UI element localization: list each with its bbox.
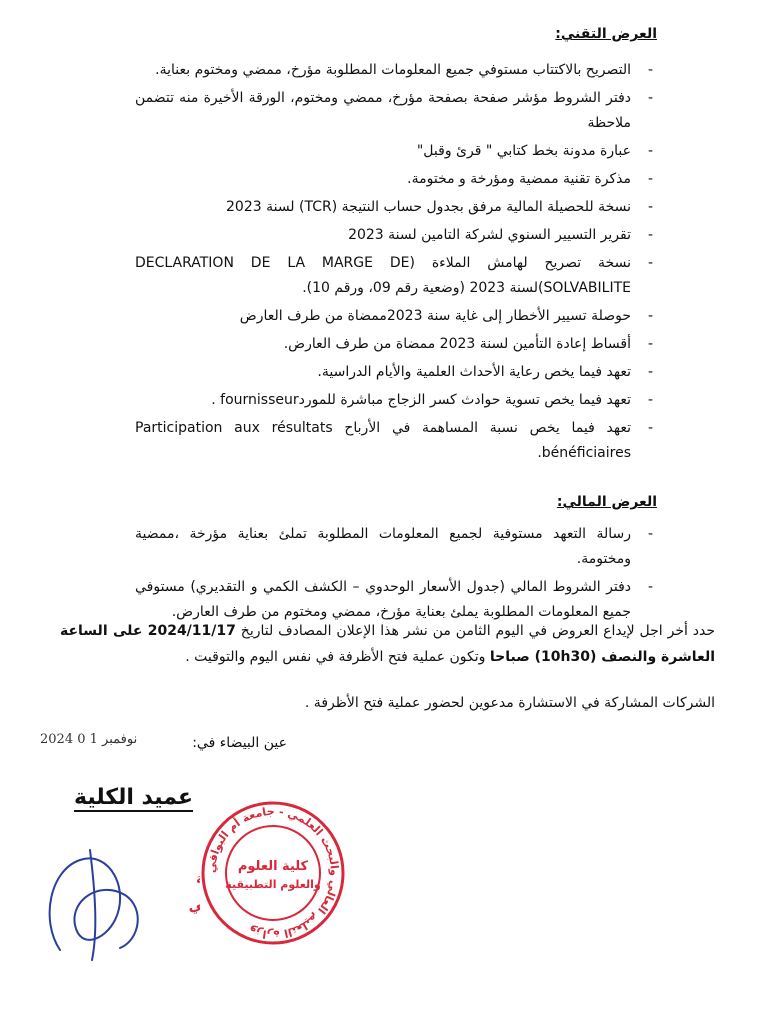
list-item: - تعهد فيما يخص رعاية الأحداث العلمية والأيام الدراسية. — [135, 360, 655, 385]
list-item: - تقرير التسيير السنوي لشركة التامين لسنة 2023 — [135, 223, 655, 248]
deadline-text-end: وتكون عملية فتح الأظرفة في نفس اليوم والتوقيت . — [185, 649, 490, 665]
list-item: - مذكرة تقنية ممضية ومؤرخة و مختومة. — [135, 167, 655, 192]
signature-stamp-line2: شرقي — [185, 887, 200, 916]
signature-stamp-line1: التطبيقية — [194, 860, 200, 888]
list-item: - تعهد فيما يخص نسبة المساهمة في الأرباح Participation aux résultats bénéficiaires. — [135, 416, 655, 466]
signature-ink-icon — [50, 850, 138, 960]
technical-offer-list — [135, 58, 655, 469]
official-stamp — [200, 800, 346, 950]
stamp-inner-line2: والعلوم التطبيقية — [225, 878, 321, 891]
deadline-date: 2024/11/17 على الساعة العاشرة والنصف (10h30) صباحا — [60, 623, 715, 665]
list-item: - دفتر الشروط مؤشر صفحة بصفحة مؤرخ، ممضي ومختوم، الورقة الأخيرة منه تتضمن ملاحظة — [135, 86, 655, 136]
list-item: - التصريح بالاكتتاب مستوفي جميع المعلومات المطلوبة مؤرخ، ممضي ومختوم بعناية. — [135, 58, 655, 83]
dean-title: عميد الكلية — [74, 785, 194, 810]
stamp-graphic — [200, 800, 346, 946]
invitation-text: الشركات المشاركة في الاستشارة مدعوين لحضور عملية فتح الأظرفة . — [304, 695, 715, 711]
dean-signature — [20, 830, 200, 974]
financial-offer-heading: العرض المالي: — [556, 494, 657, 510]
handwritten-date: 2024 نوفمبر 1 0 — [40, 732, 138, 747]
technical-offer-heading: العرض التقني: — [555, 26, 657, 42]
financial-offer-list — [135, 522, 655, 628]
list-item: - تعهد فيما يخص تسوية حوادث كسر الزجاج مباشرة للموردfournisseur . — [135, 388, 655, 413]
place-label: عين البيضاء في: — [192, 735, 287, 751]
list-item: - نسخة للحصيلة المالية مرفق بجدول حساب النتيجة (TCR) لسنة 2023 — [135, 195, 655, 220]
stamp-inner-line1: كلية العلوم — [237, 859, 309, 874]
deadline-text: حدد أخر اجل لإيداع العروض في اليوم الثامن من نشر هذا الإعلان المصادف لتاريخ — [235, 623, 715, 639]
signature-graphic — [20, 830, 200, 970]
list-item: - رسالة التعهد مستوفية لجميع المعلومات المطلوبة تملئ بعناية مؤرخة ،ممضية ومختومة. — [135, 522, 655, 572]
deadline-paragraph — [60, 618, 715, 670]
list-item: - حوصلة تسيير الأخطار إلى غاية سنة 2023ممضاة من طرف العارض — [135, 304, 655, 329]
list-item: - أقساط إعادة التأمين لسنة 2023 ممضاة من طرف العارض. — [135, 332, 655, 357]
list-item: - دفتر الشروط المالي (جدول الأسعار الوحدوي – الكشف الكمي و التقديري) مستوفي جميع المعلومات المطلوبة يملئ بعناية مؤرخ، ممضي ومختوم من طرف العارض. — [135, 575, 655, 625]
list-item: - نسخة تصريح لهامش الملاءة (DECLARATION DE LA MARGE DE SOLVABILITE)لسنة 2023 (وضعية رقم 09، ورقم 10). — [135, 251, 655, 301]
list-item: - عبارة مدونة بخط كتابي " قرئ وقبل" — [135, 139, 655, 164]
stamp-outer-text: وزارة التعليم العالي والبحث العلمي - جامعة أم البواقي — [204, 804, 342, 942]
